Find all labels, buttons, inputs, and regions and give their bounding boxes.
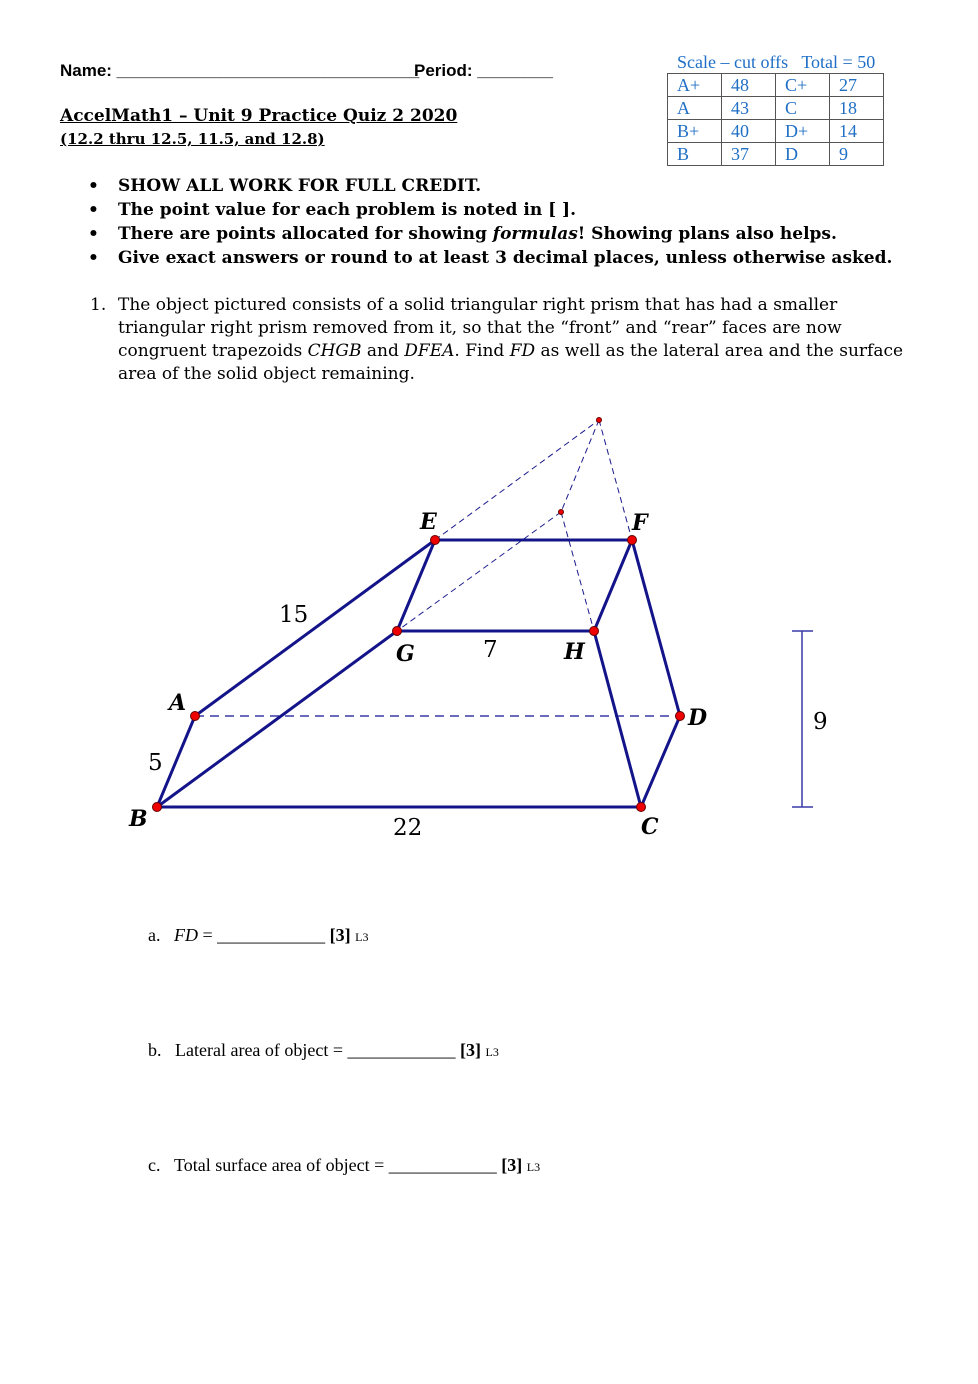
q-text: . Find: [454, 341, 510, 361]
length-bc: 22: [393, 815, 423, 841]
scale-cell: A+: [668, 74, 722, 97]
length-ab: 5: [148, 750, 163, 776]
answer-level: L3: [526, 1160, 541, 1174]
scale-cell: B: [668, 143, 722, 166]
scale-cell: 14: [830, 120, 884, 143]
label-b: B: [129, 806, 148, 832]
answer-a[interactable]: [148, 925, 369, 946]
answer-c[interactable]: [148, 1155, 540, 1176]
label-c: C: [641, 814, 659, 840]
scale-cell: 37: [722, 143, 776, 166]
answer-b[interactable]: [148, 1040, 499, 1061]
answer-label: FD: [174, 925, 198, 945]
question-number: 1.: [90, 295, 107, 315]
scale-cell: D+: [776, 120, 830, 143]
label-g: G: [396, 641, 415, 667]
rule-text: There are points allocated for showing: [118, 224, 493, 244]
scale-cell: A: [668, 97, 722, 120]
scale-cell: B+: [668, 120, 722, 143]
scale-cell: C+: [776, 74, 830, 97]
q-text: and: [361, 341, 405, 361]
quiz-subtitle: (12.2 thru 12.5, 11.5, and 12.8): [60, 130, 325, 148]
quiz-title: AccelMath1 – Unit 9 Practice Quiz 2 2020: [60, 106, 458, 126]
label-h: H: [564, 639, 585, 665]
answer-letter: c.: [148, 1155, 161, 1175]
length-gh: 7: [483, 637, 498, 663]
rule-text: ! Showing plans also helps.: [577, 224, 837, 244]
q-dfea: DFEA: [404, 341, 455, 361]
label-f: F: [632, 510, 648, 536]
name-field[interactable]: Name: ________________________________: [60, 61, 420, 80]
rule-emphasis: formulas: [492, 224, 578, 244]
answer-level: L3: [355, 930, 369, 944]
answer-level: L3: [485, 1045, 499, 1059]
q-fd: FD: [509, 341, 536, 361]
label-e: E: [420, 509, 437, 535]
answer-label[interactable]: Lateral area of object = ____________: [175, 1040, 461, 1060]
answer-letter: a.: [148, 925, 161, 945]
q-text: as well as the lateral area and the surface area of the solid object remaining.: [118, 341, 904, 384]
period-field[interactable]: Period: ________: [414, 61, 553, 80]
answer-blank[interactable]: = ____________: [198, 925, 330, 945]
scale-cell: 48: [722, 74, 776, 97]
q-chgb: CHGB: [307, 341, 362, 361]
answer-points: [3]: [501, 1155, 523, 1175]
q-text: The object pictured consists of a solid triangular right prism that has had a smaller triangular right prism removed from it, so that the “front” and “rear” faces are now congruent trapezoids: [118, 295, 842, 361]
answer-letter: b.: [148, 1040, 162, 1060]
scale-cell: 9: [830, 143, 884, 166]
height-marker: [792, 631, 813, 807]
height-label: 9: [813, 709, 828, 735]
answer-label[interactable]: Total surface area of object = ____________: [174, 1155, 502, 1175]
scale-cell: D: [776, 143, 830, 166]
rule-item: • Give exact answers or round to at least 3 decimal places, unless otherwise asked.: [88, 246, 892, 270]
visible-edges: [157, 540, 680, 807]
rule-item: • The point value for each problem is noted in [ ].: [88, 198, 892, 222]
label-a: A: [169, 690, 187, 716]
scale-cell: 43: [722, 97, 776, 120]
scale-cell: 18: [830, 97, 884, 120]
scale-caption: Scale – cut offs Total = 50: [677, 52, 876, 72]
answer-points: [3]: [329, 925, 351, 945]
scale-cell: 40: [722, 120, 776, 143]
scale-cell: 27: [830, 74, 884, 97]
rule-item: • SHOW ALL WORK FOR FULL CREDIT.: [88, 174, 892, 198]
length-ae: 15: [279, 602, 309, 628]
label-d: D: [688, 705, 708, 731]
answer-points: [3]: [460, 1040, 482, 1060]
scale-cell: C: [776, 97, 830, 120]
